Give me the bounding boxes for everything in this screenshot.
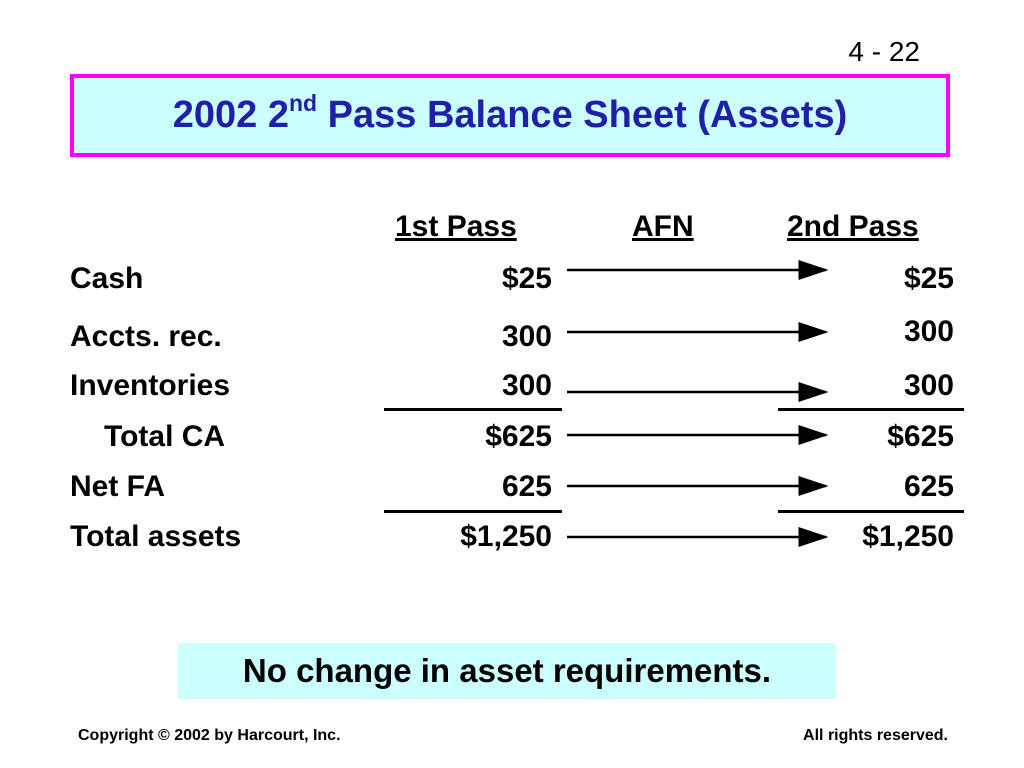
second-pass-net-fa: 625 bbox=[903, 470, 954, 503]
first-pass-total-ca: $625 bbox=[485, 420, 552, 453]
second-pass-inventories: 300 bbox=[903, 369, 954, 402]
second-pass-accts-rec: 300 bbox=[903, 315, 954, 348]
first-pass-total-assets: $1,250 bbox=[460, 520, 552, 553]
first-pass-accts-rec: 300 bbox=[501, 320, 552, 353]
slide-number: 4 - 22 bbox=[848, 36, 920, 67]
footer-rights: All rights reserved. bbox=[803, 727, 948, 744]
column-header-second-pass: 2nd Pass bbox=[787, 210, 919, 243]
first-pass-cash: $25 bbox=[501, 262, 552, 295]
first-pass-net-fa: 625 bbox=[501, 470, 552, 503]
first-pass-inventories: 300 bbox=[501, 369, 552, 402]
note-box bbox=[178, 643, 836, 699]
column-header-first-pass: 1st Pass bbox=[395, 210, 517, 243]
row-label-cash: Cash bbox=[70, 262, 144, 295]
row-label-accts-rec: Accts. rec. bbox=[70, 320, 222, 353]
note-text: No change in asset requirements. bbox=[242, 652, 772, 689]
row-label-total-assets: Total assets bbox=[70, 520, 242, 553]
row-label-inventories: Inventories bbox=[70, 369, 231, 402]
row-label-net-fa: Net FA bbox=[70, 470, 166, 503]
column-header-afn: AFN bbox=[632, 210, 694, 243]
title-main: 2002 2 bbox=[172, 94, 289, 136]
second-pass-cash: $25 bbox=[903, 262, 954, 295]
title-rest: Pass Balance Sheet (Assets) bbox=[317, 94, 848, 136]
title-superscript: nd bbox=[288, 90, 318, 116]
footer-copyright: Copyright © 2002 by Harcourt, Inc. bbox=[78, 727, 341, 744]
second-pass-total-assets: $1,250 bbox=[862, 520, 954, 553]
second-pass-total-ca: $625 bbox=[887, 420, 954, 453]
row-label-total-ca: Total CA bbox=[104, 420, 226, 453]
